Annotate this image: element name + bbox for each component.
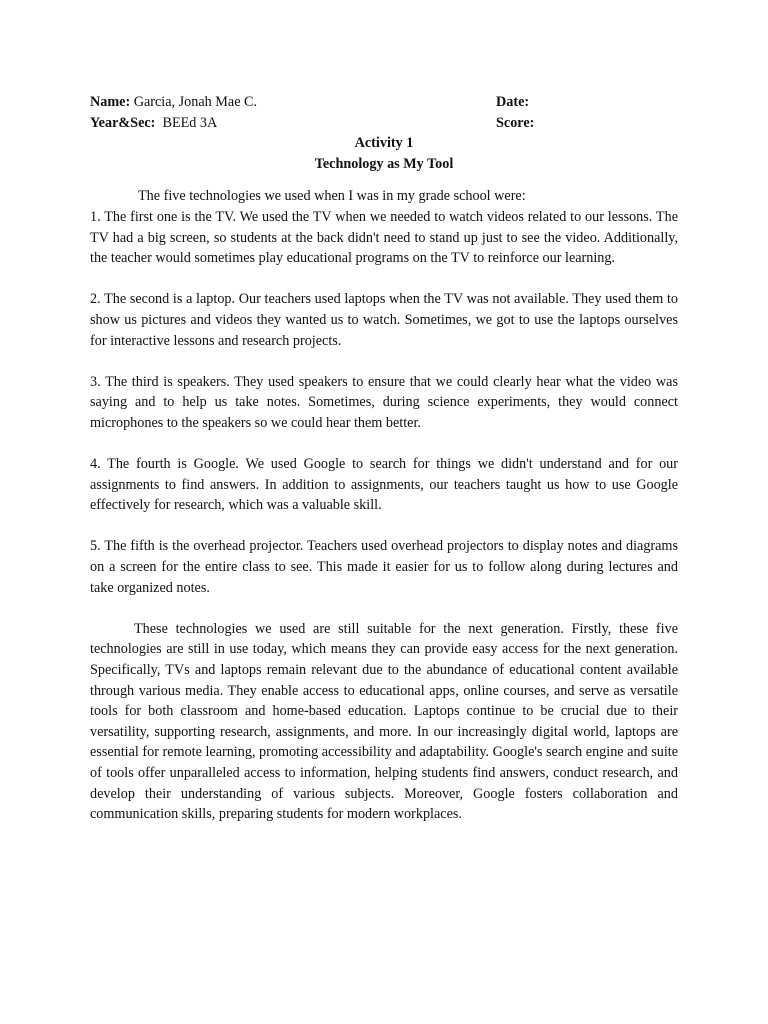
list-item: 4. The fourth is Google. We used Google to search for things we didn't understand and for our assignments to find answers. In addition to assignments, our teachers taught us how to use Google effectively for research, which was a valuable skill. — [90, 456, 678, 514]
header-row-2 — [90, 113, 678, 134]
list-item: 5. The fifth is the overhead projector. Teachers used overhead projectors to display notes and diagrams on a screen for the entire class to see. This made it easier for us to follow along during lectures and take organized notes. — [90, 538, 678, 596]
score-label: Score: — [496, 114, 535, 131]
yearsec-line — [90, 113, 496, 134]
date-line — [496, 92, 678, 113]
activity-title: Activity 1 — [354, 135, 414, 152]
name-label: Name: — [90, 94, 131, 110]
intro-paragraph: The five technologies we used when I was in my grade school were: — [138, 188, 526, 205]
list-item: 3. The third is speakers. They used speakers to ensure that we could clearly hear what the video was saying and to help us take notes. Sometimes, during science experiments, they would connect microphones to the speakers so we could hear them better. — [90, 373, 678, 431]
header-row-1 — [90, 92, 678, 113]
score-line — [496, 113, 678, 134]
name-line — [90, 92, 496, 113]
yearsec-value: BEEd 3A — [162, 114, 218, 131]
activity-subtitle: Technology as My Tool — [314, 155, 454, 172]
date-label: Date: — [496, 94, 530, 110]
closing-paragraph: These technologies we used are still suitable for the next generation. Firstly, these five technologies are still in use today, which means they can provide easy access for the next generation. Specifically, TVs and laptops remain relevant due to the abundance of educational content available through various media. They enable access to educational apps, online courses, and serve as versatile tools for both classroom and home-based education. Laptops continue to be crucial due to their versatility, supporting research, assignments, and more. In our increasingly digital world, laptops are essential for remote learning, promoting accessibility and adaptability. Google's search engine and suite of tools offer unparalleled access to information, helping students find answers, conduct research, and develop their understanding of various subjects. Moreover, Google fosters collaboration and communication skills, preparing students for modern workplaces. — [90, 620, 678, 823]
name-value: Garcia, Jonah Mae C. — [133, 94, 258, 110]
list-item: 2. The second is a laptop. Our teachers used laptops when the TV was not available. They used them to show us pictures and videos they wanted us to watch. Sometimes, we got to use the laptops ourselves for interactive lessons and research projects. — [90, 291, 678, 349]
list-item: 1. The first one is the TV. We used the TV when we needed to watch videos related to our lessons. The TV had a big screen, so students at the back didn't need to stand up just to see the video. Additionally, the teacher would sometimes play educational programs on the TV to reinforce our learning. — [90, 208, 678, 267]
yearsec-label: Year&Sec: — [90, 114, 156, 131]
